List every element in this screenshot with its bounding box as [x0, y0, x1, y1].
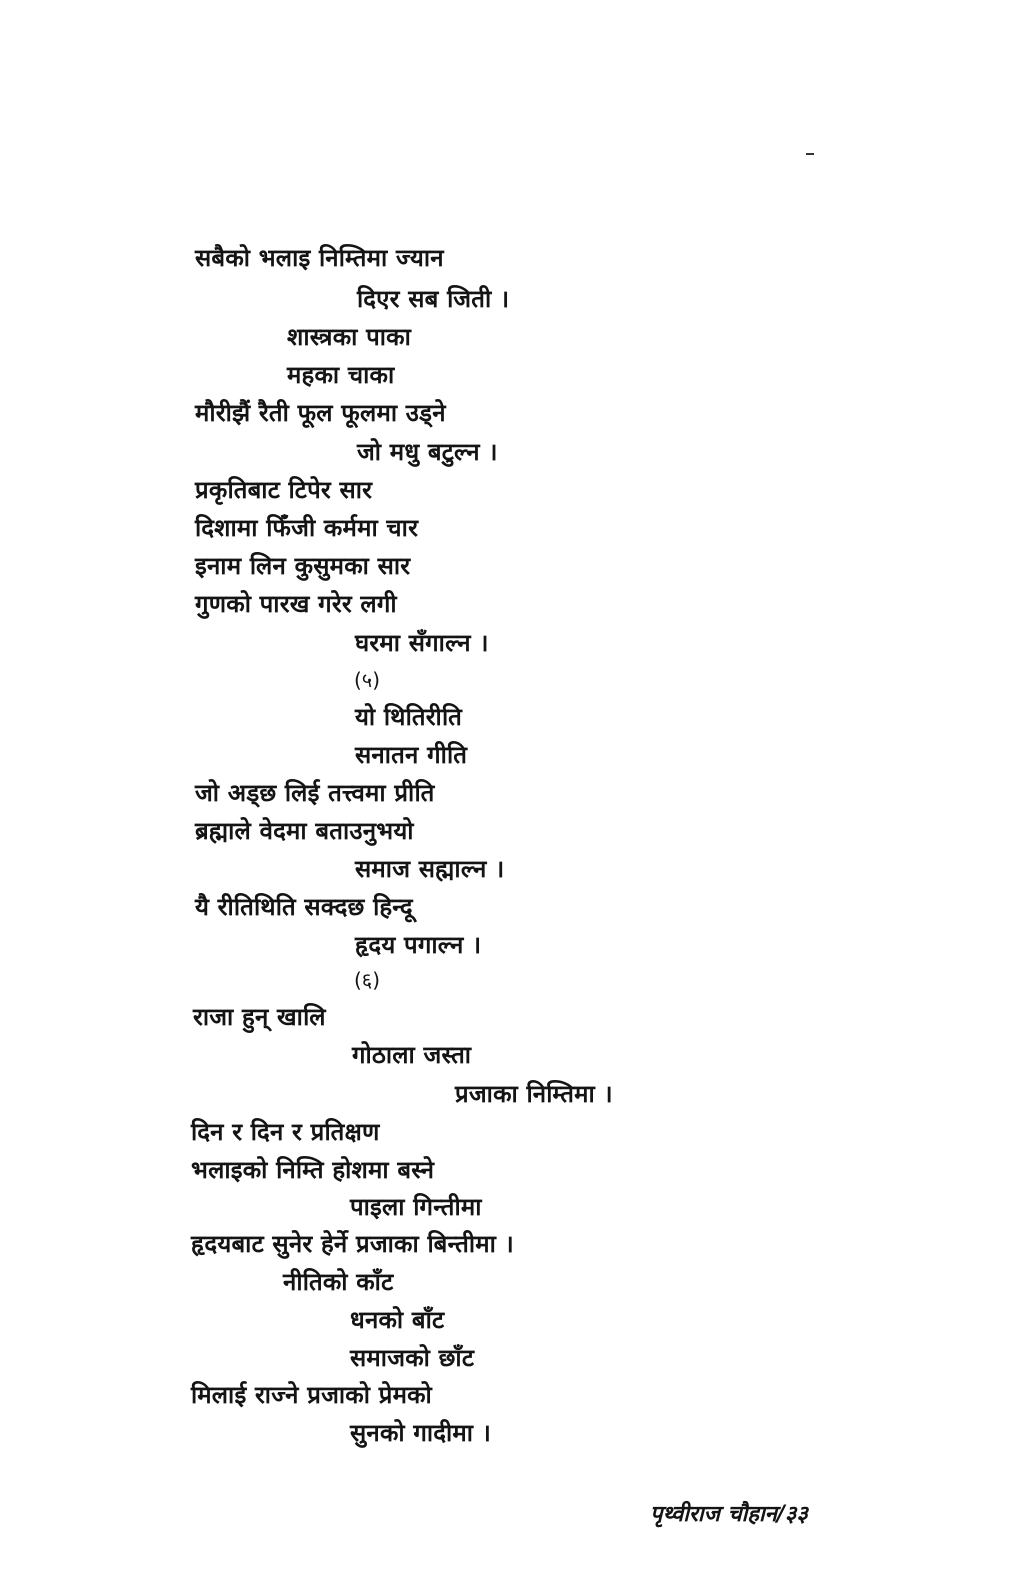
poem-line: हृदय पगाल्न ।	[355, 931, 482, 959]
poem-line: मिलाई राज्ने प्रजाको प्रेमको	[191, 1381, 432, 1409]
poem-line: दिन र दिन र प्रतिक्षण	[191, 1118, 380, 1146]
poem-line: प्रकृतिबाट टिपेर सार	[195, 476, 373, 504]
poem-line: यै रीतिथिति सक्दछ हिन्दू	[195, 893, 413, 921]
poem-line: दिशामा फिँजी कर्ममा चार	[195, 514, 419, 542]
poem-line: मौरीझैं रैती फूल फूलमा उड्ने	[195, 399, 446, 427]
poem-line: ब्रह्माले वेदमा बताउनुभयो	[195, 817, 414, 845]
poem-line: सबैको भलाइ निम्तिमा ज्यान	[195, 244, 444, 272]
poem-line: हृदयबाट सुनेर हेर्ने प्रजाका बिन्तीमा ।	[191, 1230, 514, 1258]
poem-line: भलाइको निम्ति होशमा बस्ने	[191, 1156, 435, 1184]
poem-line: घरमा सँगाल्न ।	[355, 629, 489, 657]
poem-line: पाइला गिन्तीमा	[350, 1193, 482, 1221]
section-number: (५)	[354, 668, 381, 692]
poem-line: राजा हुन् खालि	[193, 1003, 326, 1031]
poem-line: महका चाका	[287, 361, 395, 389]
poem-line: जो मधु बटुल्न ।	[357, 438, 498, 466]
scan-speck	[806, 153, 814, 155]
poem-line: गुणको पारख गरेर लगी	[195, 590, 397, 618]
poem-line: धनको बाँट	[350, 1306, 445, 1334]
poem-line: इनाम लिन कुसुमका सार	[195, 552, 411, 580]
poem-line: सनातन गीति	[355, 741, 468, 769]
section-number: (६)	[354, 968, 381, 992]
poem-line: सुनको गादीमा ।	[350, 1419, 492, 1447]
poem-line: समाज सह्माल्न ।	[355, 855, 505, 883]
poem-line: दिएर सब जिती ।	[357, 285, 510, 313]
poem-line: नीतिको काँट	[283, 1268, 394, 1296]
poem-line: शास्त्रका पाका	[287, 323, 412, 351]
poem-line: जो अड्छ लिई तत्त्वमा प्रीति	[195, 779, 435, 807]
poem-line: यो थितिरीति	[355, 703, 463, 731]
running-footer: पृथ्वीराज चौहान/३३	[650, 1502, 808, 1527]
poem-line: गोठाला जस्ता	[352, 1041, 472, 1069]
poem-line: समाजको छाँट	[350, 1344, 475, 1372]
poem-line: प्रजाका निम्तिमा ।	[455, 1080, 613, 1108]
